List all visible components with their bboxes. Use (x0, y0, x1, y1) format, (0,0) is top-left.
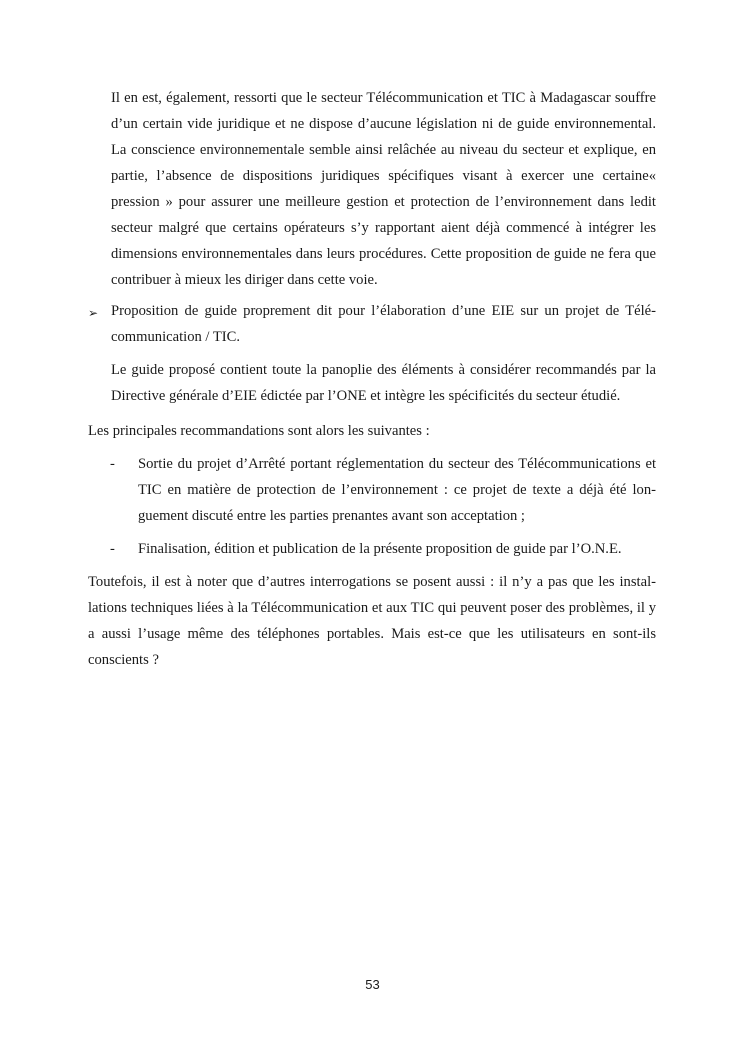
recommendation-item: Sortie du projet d’Arrêté portant réglementation du secteur des Télécommunications et TIC en matière de protection de l’environnement : ce projet de texte a déjà été longuement discuté entre les parties prenantes avant son acceptation ; (138, 456, 656, 524)
page-number: 53 (365, 977, 380, 992)
paragraph-mobile-usage: Toutefois, il est à noter que d’autres interrogations se posent aussi : il n’y a pas que les installations techniques liées à la Télécommunication et aux TIC qui peuvent poser des problèmes, il y a aussi l’usage même des téléphones portables. Mais est-ce que les utilisateurs en sont-ils conscients ? (88, 574, 656, 668)
dash-bullet-icon: - (110, 456, 115, 472)
paragraph-legal-gap: Il en est, également, ressorti que le secteur Télécommunication et TIC à Madagascar souffre d’un certain vide juridique et ne dispose d’aucune législation ni de guide environnemental. La conscience environnementale semble ainsi relâchée au niveau du secteur et explique, en partie, l’absence de dispositions juridiques spécifiques visant à exercer une certaine« pression » pour assurer une meilleure gestion et protection de l’environnement dans ledit secteur malgré que certains opérateurs s’y rapportant aient déjà commencé à intégrer les dimensions environnementales dans leurs procédures. Cette proposition de guide ne fera que contribuer à mieux les diriger dans cette voie. (111, 90, 656, 288)
arrow-bullet-icon: ➢ (88, 306, 99, 320)
bullet-item-guide-proposal: Proposition de guide proprement dit pour l’élaboration d’une EIE sur un projet de Télécommunication / TIC. (111, 303, 656, 345)
dash-bullet-icon: - (110, 541, 115, 557)
recommendation-item: Finalisation, édition et publication de la présente proposition de guide par l’O.N.E. (138, 541, 622, 557)
recommendations-intro: Les principales recommandations sont alors les suivantes : (88, 423, 430, 439)
paragraph-guide-contents: Le guide proposé contient toute la panoplie des éléments à considérer recommandés par la Directive générale d’EIE édictée par l’ONE et intègre les spécificités du secteur étudié. (111, 362, 656, 404)
